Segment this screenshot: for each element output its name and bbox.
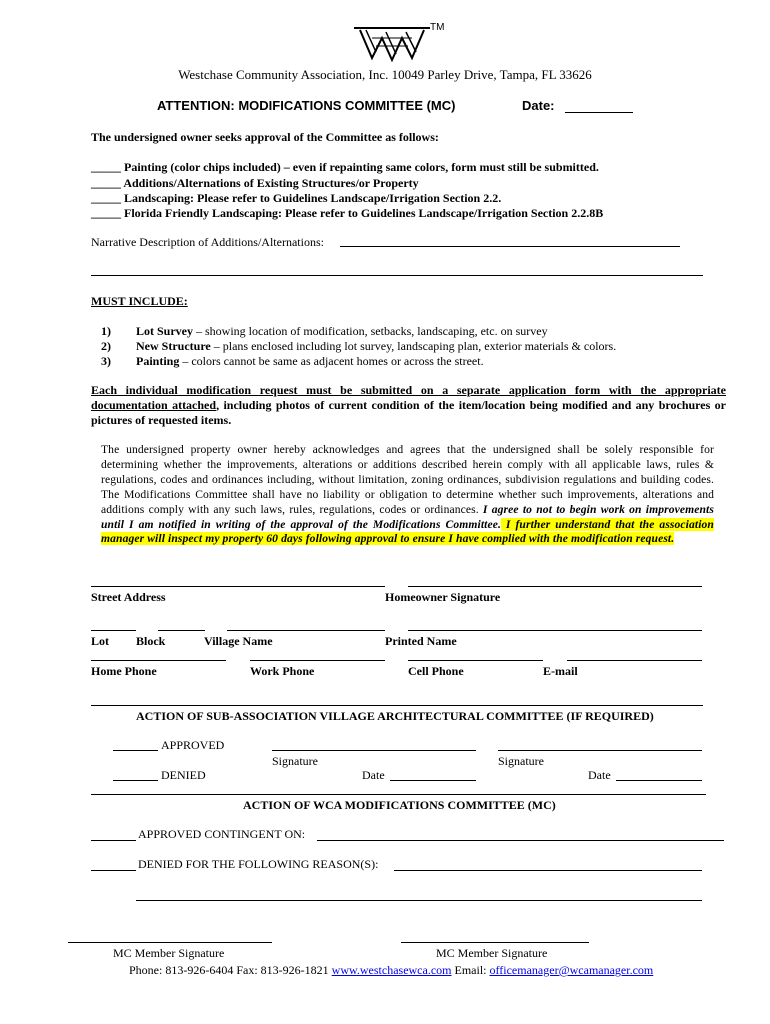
date-field[interactable] bbox=[565, 112, 633, 113]
sub-association-title: ACTION OF SUB-ASSOCIATION VILLAGE ARCHITECTURAL COMMITTEE (IF REQUIRED) bbox=[136, 709, 654, 723]
narrative-field-1[interactable] bbox=[340, 246, 680, 247]
email-label: E-mail bbox=[543, 664, 578, 678]
date-label: Date: bbox=[522, 98, 555, 113]
website-link[interactable]: www.westchasewca.com bbox=[331, 963, 452, 977]
denied-reason-field-1[interactable] bbox=[394, 870, 702, 871]
footer-contact bbox=[129, 963, 653, 978]
date-label-1: Date bbox=[362, 768, 385, 782]
must-include-item bbox=[136, 354, 484, 369]
item-number: 3) bbox=[101, 354, 111, 368]
org-line: Westchase Community Association, Inc. 10049 Parley Drive, Tampa, FL 33626 bbox=[178, 67, 592, 82]
mc-signature-label-1: MC Member Signature bbox=[113, 946, 225, 960]
acknowledgement-paragraph bbox=[101, 443, 714, 547]
work-phone-label: Work Phone bbox=[250, 664, 315, 678]
date-field-1[interactable] bbox=[390, 780, 476, 781]
ack-text: The undersigned property owner hereby acknowledges and agrees that the undersigned shall be solely responsible for determining whether the improvements, alterations or additions described herein comply with all applicable laws, rules & regulations, codes and ordinances including, without limitation, zoning ordinances, subdivision regulations and building codes. The Modifications Committee shall have no liability or obligation to determine whether such improvements, alterations and additions comply with any such laws, rules, regulations, codes or ordinances. bbox=[101, 443, 714, 516]
denied-reason-field-2[interactable] bbox=[136, 900, 702, 901]
must-include-item bbox=[101, 339, 111, 354]
street-address-label: Street Address bbox=[91, 590, 166, 604]
must-include-item bbox=[136, 324, 548, 339]
option-blank: _____ bbox=[91, 191, 121, 205]
option-painting[interactable] bbox=[91, 160, 599, 175]
option-additions[interactable] bbox=[91, 176, 419, 191]
item-number: 1) bbox=[101, 324, 111, 338]
narrative-field-2[interactable] bbox=[91, 275, 703, 276]
approved-blank[interactable] bbox=[113, 750, 158, 751]
footer-phone-fax: Phone: 813-926-6404 Fax: 813-926-1821 bbox=[129, 963, 329, 977]
approved-contingent-blank[interactable] bbox=[91, 840, 136, 841]
ack-agree: I agree to not to begin work on improvements until I am notified in writing of the approval of the Modifications Committee. bbox=[101, 502, 714, 531]
email-field[interactable] bbox=[567, 660, 702, 661]
option-blank: _____ bbox=[91, 206, 121, 220]
block-field[interactable] bbox=[158, 630, 205, 631]
denied-reason-blank[interactable] bbox=[91, 870, 136, 871]
village-signature-2[interactable] bbox=[498, 750, 702, 751]
ack-highlight: I further understand that the association manager will inspect my property 60 days following approval to ensure I have complied with the modification request. bbox=[101, 517, 714, 546]
must-include-title: MUST INCLUDE: bbox=[91, 294, 188, 308]
date-field-2[interactable] bbox=[616, 780, 702, 781]
item-text: – colors cannot be same as adjacent homes or across the street. bbox=[179, 354, 484, 368]
village-signature-1[interactable] bbox=[272, 750, 476, 751]
email-link[interactable]: officemanager@wcamanager.com bbox=[489, 963, 654, 977]
separate-form-notice bbox=[91, 383, 726, 428]
denied-blank[interactable] bbox=[113, 780, 158, 781]
mc-signature-label-2: MC Member Signature bbox=[436, 946, 548, 960]
option-label: Florida Friendly Landscaping: Please refer to Guidelines Landscape/Irrigation Section 2.2.8B bbox=[124, 206, 604, 220]
cell-phone-field[interactable] bbox=[408, 660, 543, 661]
intro-text: The undersigned owner seeks approval of the Committee as follows: bbox=[91, 130, 439, 144]
homeowner-signature-field[interactable] bbox=[408, 586, 702, 587]
work-phone-field[interactable] bbox=[250, 660, 385, 661]
approved-contingent-field[interactable] bbox=[317, 840, 724, 841]
option-label: Painting (color chips included) – even if repainting same colors, form must still be submitted. bbox=[124, 160, 599, 174]
village-name-field[interactable] bbox=[227, 630, 385, 631]
denied-reason-label: DENIED FOR THE FOLLOWING REASON(S): bbox=[138, 857, 379, 871]
mc-signature-field-1[interactable] bbox=[68, 942, 272, 943]
cell-phone-label: Cell Phone bbox=[408, 664, 464, 678]
printed-name-field[interactable] bbox=[408, 630, 702, 631]
notice-rest: , including photos of current condition of the item/location being modified and any brochures or pictures of requested items. bbox=[91, 398, 726, 427]
wca-logo-mark bbox=[352, 18, 432, 64]
lot-field[interactable] bbox=[91, 630, 136, 631]
wca-title: ACTION OF WCA MODIFICATIONS COMMITTEE (MC) bbox=[243, 798, 556, 812]
item-number: 2) bbox=[101, 339, 111, 353]
lot-label: Lot bbox=[91, 634, 109, 648]
denied-label: DENIED bbox=[161, 768, 206, 782]
option-florida-friendly[interactable] bbox=[91, 206, 603, 221]
wca-logo bbox=[352, 18, 432, 64]
option-blank: _____ bbox=[91, 176, 121, 190]
option-landscaping[interactable] bbox=[91, 191, 501, 206]
item-title: Lot Survey bbox=[136, 324, 193, 338]
signature-label-2: Signature bbox=[498, 754, 544, 768]
homeowner-signature-label: Homeowner Signature bbox=[385, 590, 501, 604]
printed-name-label: Printed Name bbox=[385, 634, 457, 648]
signature-label-1: Signature bbox=[272, 754, 318, 768]
attention-heading: ATTENTION: MODIFICATIONS COMMITTEE (MC) bbox=[157, 98, 456, 113]
home-phone-label: Home Phone bbox=[91, 664, 157, 678]
village-name-label: Village Name bbox=[204, 634, 273, 648]
item-text: – showing location of modification, setbacks, landscaping, etc. on survey bbox=[193, 324, 548, 338]
street-address-field[interactable] bbox=[91, 586, 385, 587]
block-label: Block bbox=[136, 634, 166, 648]
option-label: Additions/Alternations of Existing Structures/or Property bbox=[123, 176, 419, 190]
home-phone-field[interactable] bbox=[91, 660, 226, 661]
item-title: Painting bbox=[136, 354, 180, 368]
must-include-item bbox=[136, 339, 616, 354]
date-label-2: Date bbox=[588, 768, 611, 782]
option-blank: _____ bbox=[91, 160, 121, 174]
footer-email-label: Email: bbox=[454, 963, 487, 977]
option-label: Landscaping: Please refer to Guidelines Landscape/Irrigation Section 2.2. bbox=[124, 191, 502, 205]
item-title: New Structure bbox=[136, 339, 211, 353]
trademark: TM bbox=[430, 22, 445, 33]
section-divider bbox=[91, 705, 703, 706]
mc-signature-field-2[interactable] bbox=[401, 942, 589, 943]
approved-label: APPROVED bbox=[161, 738, 225, 752]
approved-contingent-label: APPROVED CONTINGENT ON: bbox=[138, 827, 306, 841]
notice-underlined: Each individual modification request must be submitted on a separate application form with the appropriate documentation attached bbox=[91, 383, 726, 412]
must-include-item bbox=[101, 354, 111, 369]
must-include-item bbox=[101, 324, 111, 339]
section-divider bbox=[91, 794, 706, 795]
item-text: – plans enclosed including lot survey, landscaping plan, exterior materials & colors. bbox=[210, 339, 617, 353]
narrative-label: Narrative Description of Additions/Alternations: bbox=[91, 235, 324, 249]
